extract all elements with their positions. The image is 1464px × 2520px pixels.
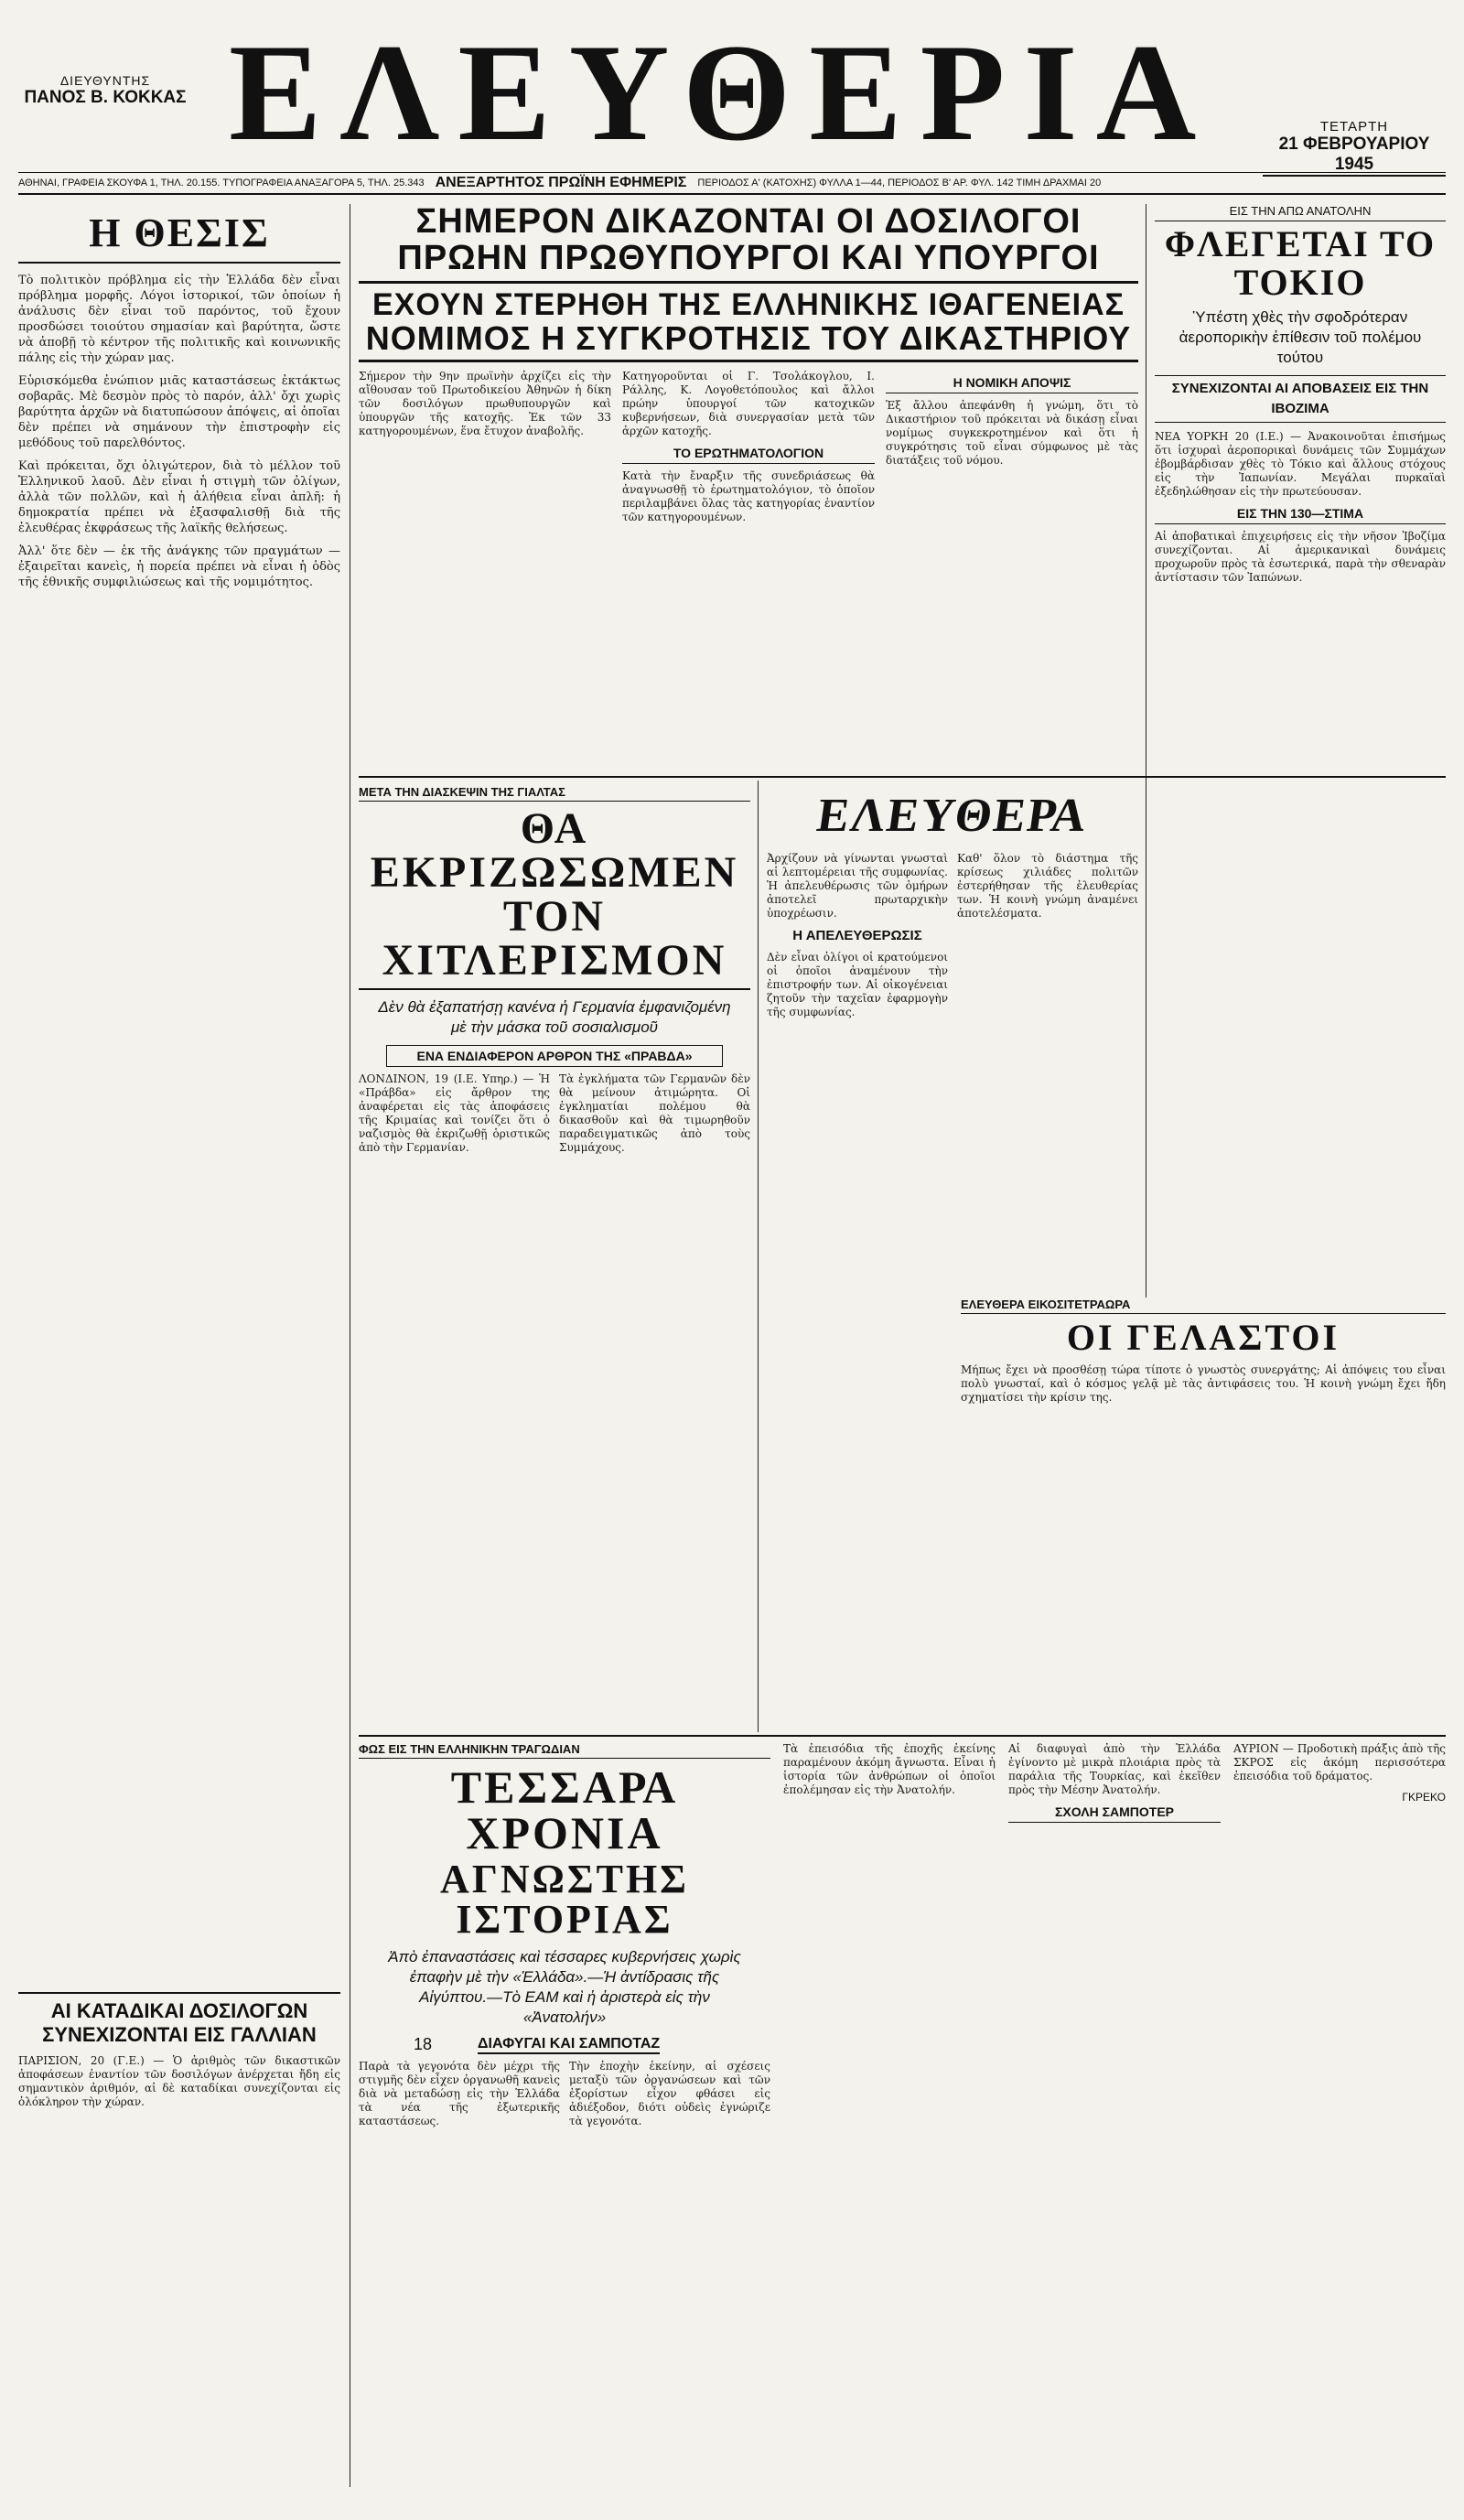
tessara-col xyxy=(1008,1742,1221,2136)
eleuthera-text: Δὲν εἶναι ὀλίγοι οἱ κρατούμενοι οἱ ὁποῖοι ἀναμένουν τὴν ἐπιστροφήν των. Αἱ οἰκογένειαι ζητοῦν τὴν ταχεῖαν ἐφαρμογὴν τῆς συμφωνίας. xyxy=(767,951,948,1018)
eleuthera-text: Ἀρχίζουν νὰ γίνωνται γνωσταὶ αἱ λεπτομέρειαι τῆς συμφωνίας. Ἡ ἀπελευθέρωσις τῶν ὁμήρων ἀποτελεῖ πρωταρχικὴν ὑποχρέωσιν. xyxy=(767,852,948,920)
eleuthera-col xyxy=(957,852,1138,1027)
tessara-subline xyxy=(359,2035,770,2054)
director-block xyxy=(18,73,192,108)
newspaper-title: ΕΛΕΥΘΕΡΙΑ xyxy=(229,16,1215,169)
lead-text: Κατηγοροῦνται οἱ Γ. Τσολάκογλου, Ι. Ράλλης, Κ. Λογοθετόπουλος καὶ ἄλλοι πρώην ὑπουργοί τῶν κατοχικῶν κυβερνήσεων, διὰ συνεργασίαν μετὰ τῶν ἀρχῶν κατοχῆς. xyxy=(622,370,875,438)
masthead xyxy=(18,16,1446,199)
lead-col xyxy=(622,370,875,532)
lead-story xyxy=(359,204,1138,771)
thesis-heading: Η ΘΕΣΙΣ xyxy=(18,210,340,264)
tessara-text: Παρὰ τὰ γεγονότα δὲν μέχρι τῆς στιγμῆς δὲν εἶχεν ὀργανωθῆ κανεὶς διὰ νὰ μεταδώσῃ εἰς τὴν Ἑλλάδα τὰ νέα τῆς ἐξωτερικῆς καταστάσεως. xyxy=(359,2060,560,2127)
eleuthera-col xyxy=(767,852,948,1027)
trials-text: ΠΑΡΙΣΙΟΝ, 20 (Γ.Ε.) — Ὁ ἀριθμὸς τῶν δικαστικῶν ἀποφάσεων ἐναντίον τῶν δοσιλόγων ἀνέρχεται ἤδη εἰς σημαντικὸν ἀριθμόν, αἱ δὲ καταδίκαι συνεχίζονται εἰς ὁλόκληρον τὴν χώραν. xyxy=(18,2054,340,2108)
tessara-text: Τὴν ἐποχὴν ἐκείνην, αἱ σχέσεις μεταξὺ τῶν ὀργανώσεων καὶ τῶν ἐξορίστων εἶχον φθάσει εἰς ἀδιέξοδον, διότι οὐδεὶς ἐγνώριζε τὰ γεγονότα. xyxy=(569,2060,770,2127)
section-rule xyxy=(359,776,1446,778)
tokyo-deck-2: ΣΥΝΕΧΙΖΟΝΤΑΙ ΑΙ ΑΠΟΒΑΣΕΙΣ ΕΙΣ ΤΗΝ ΙΒΟΖΙΜΑ xyxy=(1155,375,1446,423)
issue-info: ΠΕΡΙΟΔΟΣ Α' (ΚΑΤΟΧΗΣ) ΦΥΛΛΑ 1—44, ΠΕΡΙΟΔΟΣ Β' ΑΡ. ΦΥΛ. 142 ΤΙΜΗ ΔΡΑΧΜΑΙ 20 xyxy=(697,178,1102,188)
newspaper-page xyxy=(18,16,1446,2487)
hitler-deck: Δὲν θὰ ἐξαπατήσῃ κανένα ἡ Γερμανία ἐμφανιζομένη μὲ τὴν μάσκα τοῦ σοσιαλισμοῦ xyxy=(378,998,731,1036)
thesis-paragraph: Ἀλλ' ὅτε δὲν — ἐκ τῆς ἀνάγκης τῶν πραγμάτων — ἐξαιρεῖται κανεὶς, ἡ πορεία πρέπει νὰ εἶναι ἡ ὁδὸς τῆς ἐθνικῆς συμφιλιώσεως καὶ τῆς νομιμότητος. xyxy=(18,544,340,589)
tokyo-kicker: ΕΙΣ ΤΗΝ ΑΠΩ ΑΝΑΤΟΛΗΝ xyxy=(1155,204,1446,221)
gelastoi-text: Μήπως ἔχει νὰ προσθέσῃ τώρα τίποτε ὁ γνωστὸς συνεργάτης; Αἱ ἀπόψεις του εἶναι πολὺ γνωσταί, καὶ ὁ κόσμος γελᾷ μὲ τὰς ἀντιφάσεις του. Ἡ κοινὴ γνώμη ἔχει ἤδη σχηματίσει τὴν κρίσιν της. xyxy=(961,1363,1446,1404)
thesis-body-continued xyxy=(18,598,340,1988)
gelastoi-signature: ΓΚΡΕΚΟ xyxy=(1402,1791,1446,1804)
tessara-columns xyxy=(359,2060,770,2136)
tokyo-text: ΝΕΑ ΥΟΡΚΗ 20 (Ι.Ε.) — Ἀνακοινοῦται ἐπισήμως ὅτι ἰσχυραὶ ἀεροπορικαὶ δυνάμεις τῶν Συμμάχων ἐβομβάρδισαν χθὲς τὸ Τόκιο καὶ ἄλλους στόχους εἰς τὴν Ἰαπωνίαν. Μεγάλαι πυρκαϊαὶ ἐξεδηλώθησαν εἰς τὴν πρωτεύουσαν. xyxy=(1155,430,1446,498)
hitler-heading-1: ΘΑ ΕΚΡΙΖΩΣΩΜΕΝ xyxy=(370,804,739,897)
tokyo-deck: Ὑπέστη χθὲς τὴν σφοδρότεραν ἀεροπορικὴν ἐπίθεσιν τοῦ πολέμου τούτου xyxy=(1179,308,1422,366)
thesis-paragraph: Καὶ πρόκειται, ὄχι ὀλιγώτερον, διὰ τὸ μέλλον τοῦ Ἑλληνικοῦ λαοῦ. Δὲν εἶναι ἡ στιγμὴ τῶν ὀλίγων, ἀλλὰ τῶν πολλῶν, καὶ ἡ ἀλήθεια εἶναι ἀπλῆ: ἡ δημοκρατία πρέπει νὰ ἐξασφαλισθῇ διὰ τῆς ἐλευθέρας ἐκφράσεως τῆς λαϊκῆς θελήσεως. xyxy=(18,459,340,535)
thesis-paragraph: Εὑρισκόμεθα ἐνώπιον μιᾶς καταστάσεως ἐκτάκτως σοβαρᾶς. Μὲ δεσμὸν πρὸς τὸ παρόν, ἀλλ' ὄχι χωρὶς βαρύτητα ἀρχῶν νὰ διατυπώσουν ἀπόψεις, αἱ ὁποῖαι δὲν πρέπει νὰ σημάνουν τὴν ἐπιστροφὴν εἰς μεθόδους τοῦ παρελθόντος. xyxy=(18,374,340,450)
lead-col xyxy=(886,370,1138,532)
info-bar xyxy=(18,172,1446,195)
lead-columns xyxy=(359,370,1138,532)
tessara-layout xyxy=(359,1742,1446,2136)
part-number: 18 xyxy=(414,2035,433,2053)
saboteur-school-subhead: ΣΧΟΛΗ ΣΑΜΠΟΤΕΡ xyxy=(1008,1804,1221,1823)
tessara-label: ΦΩΣ ΕΙΣ ΤΗΝ ΕΛΛΗΝΙΚΗΝ ΤΡΑΓΩΔΙΑΝ xyxy=(359,1742,770,1759)
tessara-heading-1: ΤΕΣΣΑΡΑ ΧΡΟΝΙΑ xyxy=(450,1761,679,1858)
date-block xyxy=(1263,119,1446,177)
right-column xyxy=(1155,204,1446,1293)
tessara-col xyxy=(1233,1742,1446,2136)
tessara-deck: Ἀπὸ ἐπαναστάσεις καὶ τέσσαρες κυβερνήσεις χωρὶς ἐπαφὴν μὲ τὴν «Ἑλλάδα».—Ἡ ἀντίδρασις τῆς Αἰγύπτου.—Τὸ ΕΑΜ καὶ ἡ ἀριστερὰ εἰς τὴν «Ἀνατολήν» xyxy=(388,1948,741,2026)
hitler-label: ΜΕΤΑ ΤΗΝ ΔΙΑΣΚΕΨΙΝ ΤΗΣ ΓΙΑΛΤΑΣ xyxy=(359,785,750,802)
gelastoi-heading: ΟΙ ΓΕΛΑΣΤΟΙ xyxy=(1066,1317,1340,1358)
issue-date: 21 ΦΕΒΡΟΥΑΡΙΟΥ 1945 xyxy=(1263,135,1446,177)
lead-text: Κατὰ τὴν ἔναρξιν τῆς συνεδριάσεως θὰ ἀναγνωσθῇ τὸ ἐρωτηματολόγιον, τὸ ὁποῖον περιλαμβάνει ὅλας τὰς κατηγορίας ἐναντίον τῶν κατηγορουμένων. xyxy=(622,469,875,524)
tomorrow-note: ΑΥΡΙΟΝ — Προδοτικὴ πράξις ἀπὸ τῆς ΣΚΡΟΣ εἰς ἀκόμη περισσότερα ἐπεισόδια τοῦ δράματος. xyxy=(1233,1742,1446,1782)
director-name: ΠΑΝΟΣ Β. ΚΟΚΚΑΣ xyxy=(24,88,187,107)
lead-headline-2: ΠΡΩΗΝ ΠΡΩΘΥΠΟΥΡΓΟΙ ΚΑΙ ΥΠΟΥΡΓΟΙ xyxy=(359,241,1138,284)
tessara-article xyxy=(359,1742,1446,2483)
questionnaire-subhead: ΤΟ ΕΡΩΤΗΜΑΤΟΛΟΓΙΟΝ xyxy=(622,446,875,464)
left-column xyxy=(18,204,340,2482)
lead-headline-4: ΝΟΜΙΜΟΣ Η ΣΥΓΚΡΟΤΗΣΙΣ ΤΟΥ ΔΙΚΑΣΤΗΡΙΟΥ xyxy=(359,321,1138,362)
lead-headline-1: ΣΗΜΕΡΟΝ ΔΙΚΑΖΟΝΤΑΙ ΟΙ ΔΟΣΙΛΟΓΟΙ xyxy=(415,204,1082,241)
tessara-head-col xyxy=(359,1742,770,2136)
eleuthera-subhead: Η ΑΠΕΛΕΥΘΕΡΩΣΙΣ xyxy=(792,928,922,943)
iwo-text: Αἱ ἀποβατικαὶ ἐπιχειρήσεις εἰς τὴν νῆσον Ἰβοζίμα συνεχίζονται. Αἱ ἀμερικανικαὶ δυνάμεις προχωροῦν πρὸς τὰ ἐσωτερικά, παρὰ τὴν σθεναρὰν ἀντίστασιν τῶν Ἰαπώνων. xyxy=(1155,530,1446,584)
hitler-heading-2: ΤΟΝ ΧΙΤΛΕΡΙΣΜΟΝ xyxy=(359,895,750,990)
lead-col xyxy=(359,370,611,532)
lead-text: Ἐξ ἄλλου ἀπεφάνθη ἡ γνώμη, ὅτι τὸ Δικαστήριον τοῦ πρόκειται νὰ δικάσῃ εἶναι νομίμως συγκεκροτημένον καὶ ὅτι ἡ συγκρότησις τοῦ εἶναι σύμφωνος μὲ τὰς διατάξεις τοῦ νόμου. xyxy=(886,399,1138,468)
tessara-heading-2: ΑΓΝΩΣΤΗΣ ΙΣΤΟΡΙΑΣ xyxy=(440,1857,689,1942)
column-rule xyxy=(758,781,759,1732)
tagline: ΑΝΕΞΑΡΤΗΤΟΣ ΠΡΩΪΝΗ ΕΦΗΜΕΡΙΣ xyxy=(435,175,687,190)
pravda-box: ΕΝΑ ΕΝΔΙΑΦΕΡΟΝ ΑΡΘΡΟΝ ΤΗΣ «ΠΡΑΒΔΑ» xyxy=(386,1045,723,1067)
hitler-text: Τὰ ἐγκλήματα τῶν Γερμανῶν δὲν θὰ μείνουν ἀτιμώρητα. Οἱ ἐγκληματίαι πολέμου θὰ δικασθοῦν καὶ θὰ τιμωρηθοῦν παραδειγματικῶς ἀπὸ τοὺς Συμμάχους. xyxy=(559,1072,750,1154)
tessara-text: Τὰ ἐπεισόδια τῆς ἐποχῆς ἐκείνης παραμένουν ἀκόμη ἄγνωστα. Εἶναι ἡ ἱστορία τῶν ἀνθρώπων οἱ ὁποῖοι ἐπολέμησαν εἰς τὴν Ἀνατολήν. xyxy=(783,1742,996,1796)
hitler-article xyxy=(359,785,750,1728)
tessara-subhead: ΔΙΑΦΥΓΑΙ ΚΑΙ ΣΑΜΠΟΤΑΖ xyxy=(478,2036,660,2054)
trials-heading: ΑΙ ΚΑΤΑΔΙΚΑΙ ΔΟΣΙΛΟΓΩΝ ΣΥΝΕΧΙΖΟΝΤΑΙ ΕΙΣ ΓΑΛΛΙΑΝ xyxy=(18,1992,340,2047)
gelastoi-article xyxy=(961,1298,1446,1728)
eleuthera-heading: ΕΛΕΥΘΕΡΑ xyxy=(813,790,1092,842)
lead-text: Σήμερον τὴν 9ην πρωϊνὴν ἀρχίζει εἰς τὴν αἴθουσαν τοῦ Πρωτοδικείου Ἀθηνῶν ἡ δίκη τῶν δοσιλόγων πρωθυπουργῶν καὶ ὑπουργῶν τῆς κατοχῆς. Ἐκ τῶν 33 κατηγορουμένων, ἕνα ἔτυχον ἀναβολῆς. xyxy=(359,370,611,438)
tessara-col xyxy=(783,1742,996,2136)
gelastoi-label: ΕΛΕΥΘΕΡΑ ΕΙΚΟΣΙΤΕΤΡΑΩΡΑ xyxy=(961,1298,1446,1314)
weekday: ΤΕΤΑΡΤΗ xyxy=(1319,119,1389,135)
office-address: ΑΘΗΝΑΙ, ΓΡΑΦΕΙΑ ΣΚΟΥΦΑ 1, ΤΗΛ. 20.155. ΤΥΠΟΓΡΑΦΕΙΑ ΑΝΑΞΑΓΟΡΑ 5, ΤΗΛ. 25.343 xyxy=(18,178,425,188)
lead-headline-3: ΕΧΟΥΝ ΣΤΕΡΗΘΗ ΤΗΣ ΕΛΛΗΝΙΚΗΣ ΙΘΑΓΕΝΕΙΑΣ xyxy=(371,286,1125,322)
legal-view-subhead: Η ΝΟΜΙΚΗ ΑΠΟΨΙΣ xyxy=(886,375,1138,393)
eleuthera-columns xyxy=(767,852,1138,1027)
eleuthera-text: Καθ' ὅλον τὸ διάστημα τῆς κρίσεως χιλιάδες πολιτῶν ἐστερήθησαν τῆς ἐλευθερίας των. Ἡ κοινὴ γνώμη ἀναμένει ἀποτελέσματα. xyxy=(957,852,1138,920)
thesis-paragraph: Τὸ πολιτικὸν πρόβλημα εἰς τὴν Ἑλλάδα δὲν εἶναι πρόβλημα μορφῆς. Λόγοι ἱστορικοί, τῶν ὁποίων ἡ ἀνάλυσις δὲν εἶναι τοῦ παρόντος, τοῦ ἔχουν προσδώσει τοιούτου σημασίαν καὶ βαρύτητα, ὥστε νὰ ἀποβῇ τὸ κέντρον τῆς πολιτικῆς καὶ κοινωνικῆς πάλης εἰς τὴν χώραν μας. xyxy=(18,274,340,365)
director-label: ΔΙΕΥΘΥΝΤΗΣ xyxy=(59,73,151,88)
tessara-text: Αἱ διαφυγαὶ ἀπὸ τὴν Ἑλλάδα ἐγίνοντο μὲ μικρὰ πλοιάρια πρὸς τὰ παράλια τῆς Τουρκίας, καὶ ἐκεῖθεν πρὸς τὴν Μέσην Ἀνατολήν. xyxy=(1008,1742,1221,1796)
tokyo-heading: ΦΛΕΓΕΤΑΙ ΤΟ ΤΟΚΙΟ xyxy=(1164,223,1437,303)
hitler-columns xyxy=(359,1072,750,1162)
section-rule xyxy=(359,1735,1446,1737)
hitler-text: ΛΟΝΔΙΝΟΝ, 19 (Ι.Ε. Υπηρ.) — Ἡ «Πράβδα» εἰς ἄρθρον της ἀναφέρεται εἰς τὰς ἀποφάσεις τῆς Κριμαίας καὶ τονίζει ὅτι ὁ ναζισμὸς θὰ ἐκριζωθῇ ὁριστικῶς ἀπὸ τὴν Γερμανίαν. xyxy=(359,1072,550,1154)
iwo-subhead: ΕΙΣ ΤΗΝ 130—ΣΤΙΜΑ xyxy=(1155,506,1446,524)
